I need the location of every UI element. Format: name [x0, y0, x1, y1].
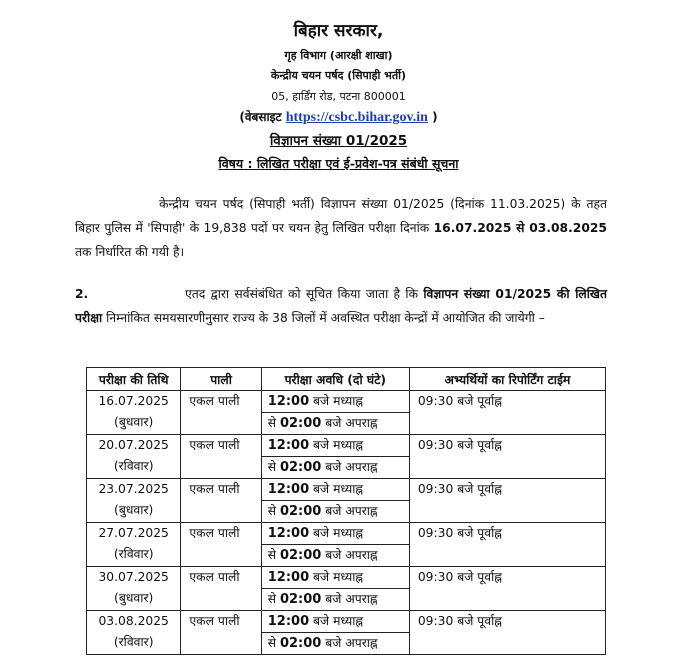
- end-time: 02:00: [279, 592, 322, 607]
- paragraph-2-highlight: विज्ञापन संख्या 01/2025 की लिखित परीक्षा: [75, 287, 607, 325]
- end-suffix: बजे अपराह्न: [321, 548, 378, 562]
- end-suffix: बजे अपराह्न: [321, 592, 378, 606]
- end-prefix: से: [267, 504, 280, 518]
- end-time-line: [262, 500, 409, 522]
- start-time-line: [262, 611, 409, 632]
- exam-day: (बुधवार): [114, 415, 154, 429]
- exam-day: (बुधवार): [114, 591, 154, 605]
- start-suffix: बजे मध्याह्न: [309, 394, 364, 408]
- start-suffix: बजे मध्याह्न: [309, 438, 364, 452]
- end-prefix: से: [267, 592, 280, 606]
- end-suffix: बजे अपराह्न: [321, 460, 378, 474]
- start-time-line: [262, 523, 409, 544]
- exam-day: (रविवार): [113, 459, 154, 473]
- reporting-time: 09:30 बजे पूर्वाह्न: [417, 482, 502, 496]
- paragraph-2-tail: निम्नांकित समयसारणीनुसार राज्य के 38 जिलों में अवस्थित परीक्षा केन्द्रों में आयोजित की जायेगी –: [102, 311, 545, 325]
- exam-date: 20.07.2025: [98, 438, 169, 452]
- shift-name: एकल पाली: [189, 614, 240, 628]
- duration-cell: [261, 391, 409, 435]
- website-label: (वेबसाइट: [239, 110, 282, 124]
- exam-date-cell: [87, 611, 181, 655]
- reporting-cell: [409, 611, 605, 655]
- table-row: [87, 391, 606, 435]
- table-header-row: [87, 368, 606, 391]
- paragraph-1-tail: तक निर्धारित की गयी है।: [75, 245, 185, 259]
- end-time-line: [262, 632, 409, 654]
- exam-date: 03.08.2025: [98, 614, 169, 628]
- header-reporting-time: अभ्यर्थियों का रिपोर्टिंग टाईम: [409, 368, 605, 391]
- duration-cell: [261, 435, 409, 479]
- exam-date-cell: [87, 567, 181, 611]
- subject-text: विषय : लिखित परीक्षा एवं ई-प्रवेश-पत्र संबंधी सूचना: [218, 156, 459, 171]
- duration-cell: [261, 567, 409, 611]
- start-time: 12:00: [267, 438, 310, 453]
- start-time: 12:00: [267, 526, 310, 541]
- reporting-time: 09:30 बजे पूर्वाह्न: [417, 394, 502, 408]
- end-prefix: से: [267, 460, 280, 474]
- end-time: 02:00: [279, 548, 322, 563]
- department-name: गृह विभाग (आरक्षी शाखा): [284, 49, 393, 62]
- header-duration: परीक्षा अवधि (दो घंटे): [261, 368, 409, 391]
- reporting-cell: [409, 479, 605, 523]
- end-prefix: से: [267, 416, 280, 430]
- reporting-cell: [409, 435, 605, 479]
- exam-date: 27.07.2025: [98, 526, 169, 540]
- start-time-line: [262, 479, 409, 500]
- exam-date: 16.07.2025: [98, 394, 169, 408]
- exam-date-cell: [87, 523, 181, 567]
- exam-date-cell: [87, 391, 181, 435]
- shift-cell: [181, 567, 261, 611]
- reporting-cell: [409, 567, 605, 611]
- website-link[interactable]: https://csbc.bihar.gov.in: [285, 110, 428, 125]
- exam-day: (बुधवार): [114, 503, 154, 517]
- reporting-cell: [409, 523, 605, 567]
- reporting-time: 09:30 बजे पूर्वाह्न: [417, 526, 502, 540]
- end-prefix: से: [267, 548, 280, 562]
- start-suffix: बजे मध्याह्न: [309, 482, 364, 496]
- start-time-line: [262, 391, 409, 412]
- end-time-line: [262, 412, 409, 434]
- reporting-time: 09:30 बजे पूर्वाह्न: [417, 438, 502, 452]
- paragraph-number: 2.: [75, 287, 89, 301]
- exam-day: (रविवार): [113, 635, 154, 649]
- shift-cell: [181, 523, 261, 567]
- start-time: 12:00: [267, 570, 310, 585]
- end-time-line: [262, 588, 409, 610]
- end-time-line: [262, 456, 409, 478]
- board-name: केन्द्रीय चयन पर्षद (सिपाही भर्ती): [270, 69, 407, 82]
- shift-name: एकल पाली: [189, 570, 240, 584]
- table-row: [87, 523, 606, 567]
- notice-subject: [0, 155, 677, 172]
- office-address: 05, हार्डिंग रोड, पटना 800001: [271, 90, 406, 103]
- end-time: 02:00: [279, 636, 322, 651]
- end-time-line: [262, 544, 409, 566]
- exam-date-cell: [87, 479, 181, 523]
- paragraph-2-lead: एतद द्वारा सर्वसंबंधित को सूचित किया जाता है कि: [185, 287, 424, 301]
- shift-cell: [181, 479, 261, 523]
- duration-cell: [261, 523, 409, 567]
- reporting-cell: [409, 391, 605, 435]
- shift-cell: [181, 435, 261, 479]
- shift-name: एकल पाली: [189, 526, 240, 540]
- exam-date-cell: [87, 435, 181, 479]
- end-time: 02:00: [279, 504, 322, 519]
- end-prefix: से: [267, 636, 280, 650]
- start-time-line: [262, 567, 409, 588]
- start-time: 12:00: [267, 482, 310, 497]
- start-time-line: [262, 435, 409, 456]
- duration-cell: [261, 611, 409, 655]
- duration-cell: [261, 479, 409, 523]
- start-time: 12:00: [267, 614, 310, 629]
- advertisement-text: विज्ञापन संख्या 01/2025: [269, 133, 408, 149]
- end-suffix: बजे अपराह्न: [321, 416, 378, 430]
- end-time: 02:00: [279, 416, 322, 431]
- exam-date: 23.07.2025: [98, 482, 169, 496]
- reporting-time: 09:30 बजे पूर्वाह्न: [417, 614, 502, 628]
- reporting-time: 09:30 बजे पूर्वाह्न: [417, 570, 502, 584]
- website-close: ): [432, 110, 438, 124]
- start-suffix: बजे मध्याह्न: [309, 526, 364, 540]
- end-suffix: बजे अपराह्न: [321, 504, 378, 518]
- paragraph-2: [75, 282, 607, 330]
- paragraph-1: [75, 192, 607, 264]
- advertisement-number: [0, 131, 677, 149]
- website-line: [0, 108, 677, 126]
- exam-date-range: 16.07.2025 से 03.08.2025: [433, 221, 607, 235]
- end-suffix: बजे अपराह्न: [321, 636, 378, 650]
- shift-name: एकल पाली: [189, 394, 240, 408]
- table-row: [87, 479, 606, 523]
- start-suffix: बजे मध्याह्न: [309, 614, 364, 628]
- paragraph-1-text: केन्द्रीय चयन पर्षद (सिपाही भर्ती) विज्ञापन संख्या 01/2025 (दिनांक 11.03.2025) के तहत बिहार पुलिस में 'सिपाही' के 19,838 पदों पर चयन हेतु लिखित परीक्षा दिनांक: [75, 197, 607, 235]
- table-row: [87, 567, 606, 611]
- exam-date: 30.07.2025: [98, 570, 169, 584]
- shift-cell: [181, 391, 261, 435]
- table-row: [87, 611, 606, 655]
- start-suffix: बजे मध्याह्न: [309, 570, 364, 584]
- header-exam-date: परीक्षा की तिथि: [87, 368, 181, 391]
- exam-schedule-table: [86, 367, 606, 655]
- end-time: 02:00: [279, 460, 322, 475]
- start-time: 12:00: [267, 394, 310, 409]
- table-row: [87, 435, 606, 479]
- shift-name: एकल पाली: [189, 482, 240, 496]
- government-title: बिहार सरकार,: [293, 21, 384, 41]
- exam-day: (रविवार): [113, 547, 154, 561]
- shift-name: एकल पाली: [189, 438, 240, 452]
- shift-cell: [181, 611, 261, 655]
- header-shift: पाली: [181, 368, 261, 391]
